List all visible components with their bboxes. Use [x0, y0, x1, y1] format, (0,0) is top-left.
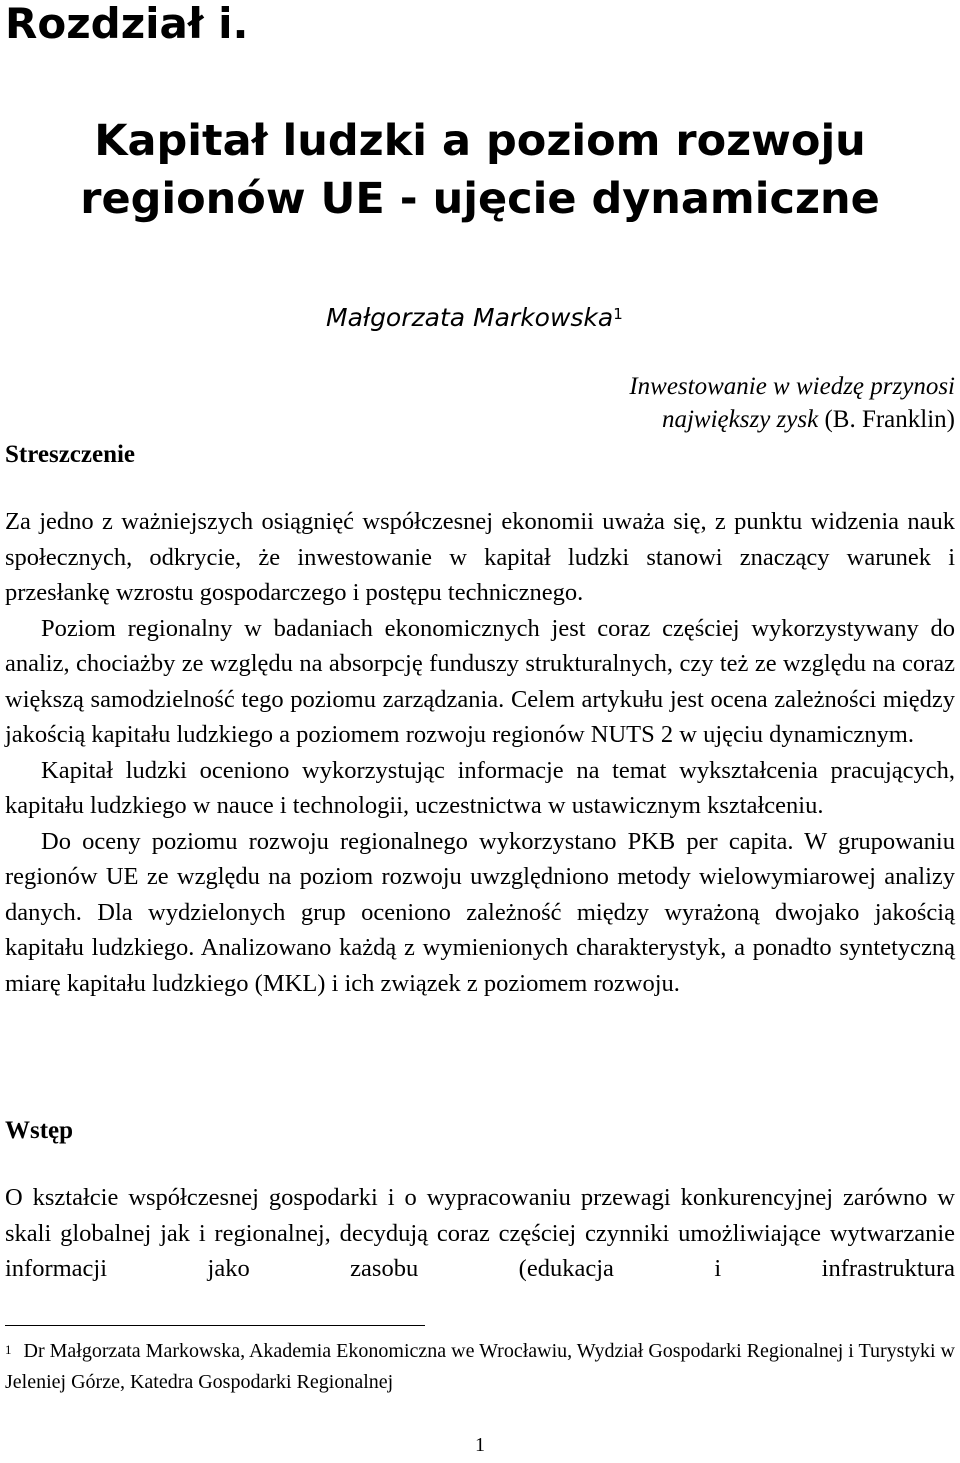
footnote	[5, 1336, 955, 1398]
abstract-paragraph-4: Do oceny poziomu rozwoju regionalnego wykorzystano PKB per capita. W grupowaniu regionów UE ze względu na poziom rozwoju uwzględniono metody wielowymiarowej analizy danych. Dla wydzielonych grup oceniono zależność między wyrażoną dwojako jakością kapitału ludzkiego. Analizowano każdą z wymienionych charakterystyk, a ponadto syntetyczną miarę kapitału ludzkiego (MKL) i ich związek z poziomem rozwoju.	[5, 827, 955, 997]
intro-heading: Wstęp	[5, 1117, 74, 1144]
article-title-line-2: regionów UE - ujęcie dynamiczne	[80, 174, 880, 224]
epigraph-line-2	[629, 403, 955, 436]
epigraph-line-1: Inwestowanie w wiedzę przynosi	[629, 373, 955, 400]
footnote-text: Dr Małgorzata Markowska, Akademia Ekonomiczna we Wrocławiu, Wydział Gospodarki Regionalnej i Turystyki w Jeleniej Górze, Katedra Gospodarki Regionalnej	[5, 1340, 955, 1393]
abstract-paragraph-3: Kapitał ludzki oceniono wykorzystując informacje na temat wykształcenia pracujących, kapitału ludzkiego w nauce i technologii, uczestnictwa w ustawicznym kształceniu.	[5, 756, 955, 819]
epigraph-line-2-italic: największy zysk	[661, 406, 819, 433]
abstract-body	[5, 504, 955, 1001]
author-name: Małgorzata Markowska	[326, 303, 614, 332]
abstract-paragraph-1: Za jedno z ważniejszych osiągnięć współczesnej ekonomii uważa się, z punktu widzenia nauk społecznych, odkrycie, że inwestowanie w kapitał ludzki stanowi znaczący warunek i przesłankę wzrostu gospodarczego i postępu technicznego.	[5, 508, 955, 606]
footnote-number: 1	[5, 1342, 12, 1357]
intro-paragraph: O kształcie współczesnej gospodarki i o wypracowaniu przewagi konkurencyjnej zarówno w skali globalnej jak i regionalnej, decydują coraz częściej czynniki umożliwiające wytwarzanie informacji jako zasobu (edukacja i infrastruktura	[5, 1184, 955, 1282]
author-line	[326, 300, 623, 336]
article-title-line-1: Kapitał ludzki a poziom rozwoju	[94, 116, 866, 166]
epigraph	[629, 370, 955, 436]
abstract-heading: Streszczenie	[5, 441, 136, 468]
abstract-paragraph-2: Poziom regionalny w badaniach ekonomicznych jest coraz częściej wykorzystywany do analiz, chociażby ze względu na absorpcję funduszy strukturalnych, czy też ze względu na coraz większą samodzielność tego poziomu zarządzania. Celem artykułu jest ocena zależności między jakością kapitału ludzkiego a poziomem rozwoju regionów NUTS 2 w ujęciu dynamicznym.	[5, 614, 955, 748]
footnote-separator	[5, 1325, 425, 1326]
page-number: 1	[475, 1434, 485, 1456]
author-footnote-mark: 1	[613, 305, 623, 323]
epigraph-attribution: (B. Franklin)	[818, 406, 955, 433]
article-title	[0, 112, 960, 228]
chapter-heading: Rozdział i.	[5, 0, 249, 48]
